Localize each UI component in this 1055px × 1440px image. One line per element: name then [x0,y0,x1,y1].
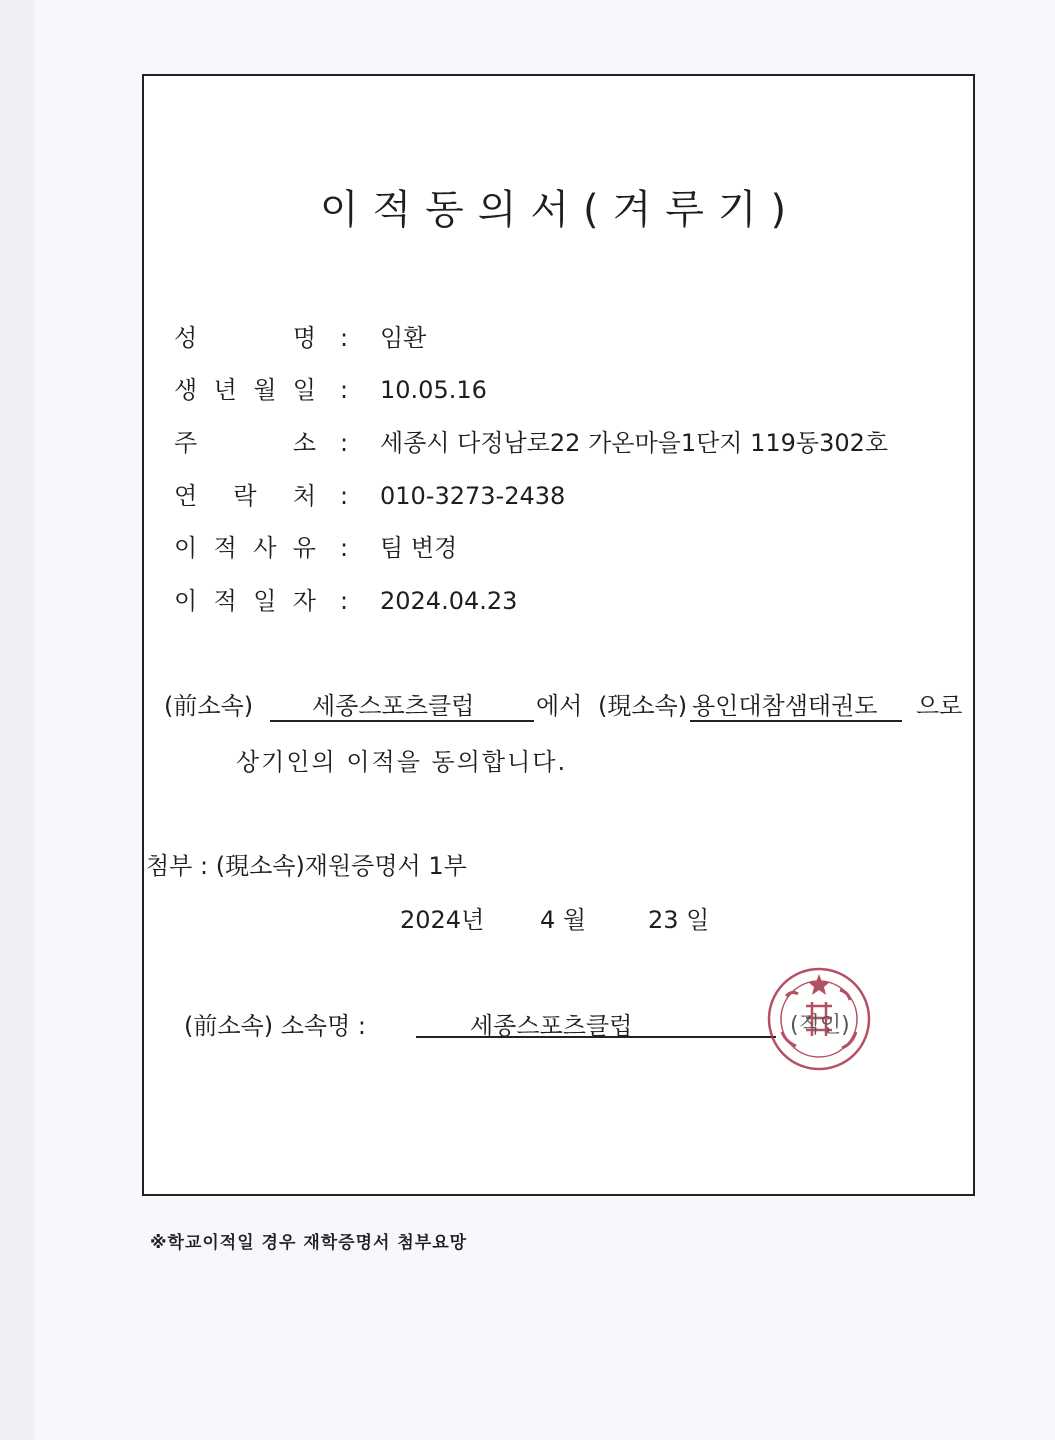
field-label-char: 이 [174,534,198,562]
field-label-char: 소 [292,429,316,457]
field-label-char: 락 [233,482,257,510]
field-label-birthdate [174,374,316,406]
field-label-contact [174,480,316,512]
curr-club-name: 용인대참샘태권도 [692,692,878,720]
field-label-char: 이 [174,587,198,615]
prev-club-name: 세종스포츠클럽 [312,692,475,720]
prev-affiliation-label: (前소속) [164,692,254,720]
field-colon: : [340,324,349,352]
field-colon: : [340,587,349,615]
from-text: 에서 [536,692,583,720]
to-text: 으로 [916,692,963,720]
date-year: 2024년 [400,906,485,934]
signature-label: (前소속) 소속명 : [184,1012,366,1040]
field-value-address: 세종시 다정남로22 가온마을1단지 119동302호 [380,429,889,457]
field-label-char: 사 [253,534,277,562]
field-colon: : [340,482,349,510]
field-value-transfer-date: 2024.04.23 [380,587,518,615]
field-label-char: 일 [292,376,316,404]
field-value-reason: 팀 변경 [380,534,458,562]
field-value-birthdate: 10.05.16 [380,376,487,404]
field-colon: : [340,429,349,457]
field-label-char: 주 [174,429,198,457]
field-label-char: 유 [292,534,316,562]
field-label-char: 처 [292,482,316,510]
signature-line [184,1006,366,1041]
field-label-transfer-date [174,585,316,617]
document-title: 이적동의서(겨루기) [319,187,801,233]
field-value-name: 임환 [380,324,427,352]
field-label-name [174,322,316,354]
field-label-char: 생 [174,376,198,404]
field-label-char: 자 [292,587,316,615]
field-label-address [174,427,316,459]
field-colon: : [340,534,349,562]
field-label-reason [174,532,316,564]
field-label-char: 성 [174,324,198,352]
footnote: ※학교이적일 경우 재학증명서 첨부요망 [150,1233,468,1253]
field-label-char: 적 [213,534,237,562]
seal-placeholder-text: (직인) [790,1013,850,1038]
curr-affiliation-label: (現소속) [598,692,688,720]
field-colon: : [340,376,349,404]
field-value-contact: 010-3273-2438 [380,482,566,510]
field-label-char: 연 [174,482,198,510]
field-label-char: 월 [253,376,277,404]
field-label-char: 명 [292,324,316,352]
date-day: 23 일 [648,906,710,934]
signature-club-name: 세종스포츠클럽 [470,1012,633,1040]
date-month: 4 월 [540,906,587,934]
field-label-char: 적 [213,587,237,615]
attachment-line: 첨부 : (現소속)재원증명서 1부 [146,852,467,880]
field-label-char: 년 [213,376,237,404]
agreement-statement: 상기인의 이적을 동의합니다. [236,748,568,776]
field-label-char: 일 [253,587,277,615]
